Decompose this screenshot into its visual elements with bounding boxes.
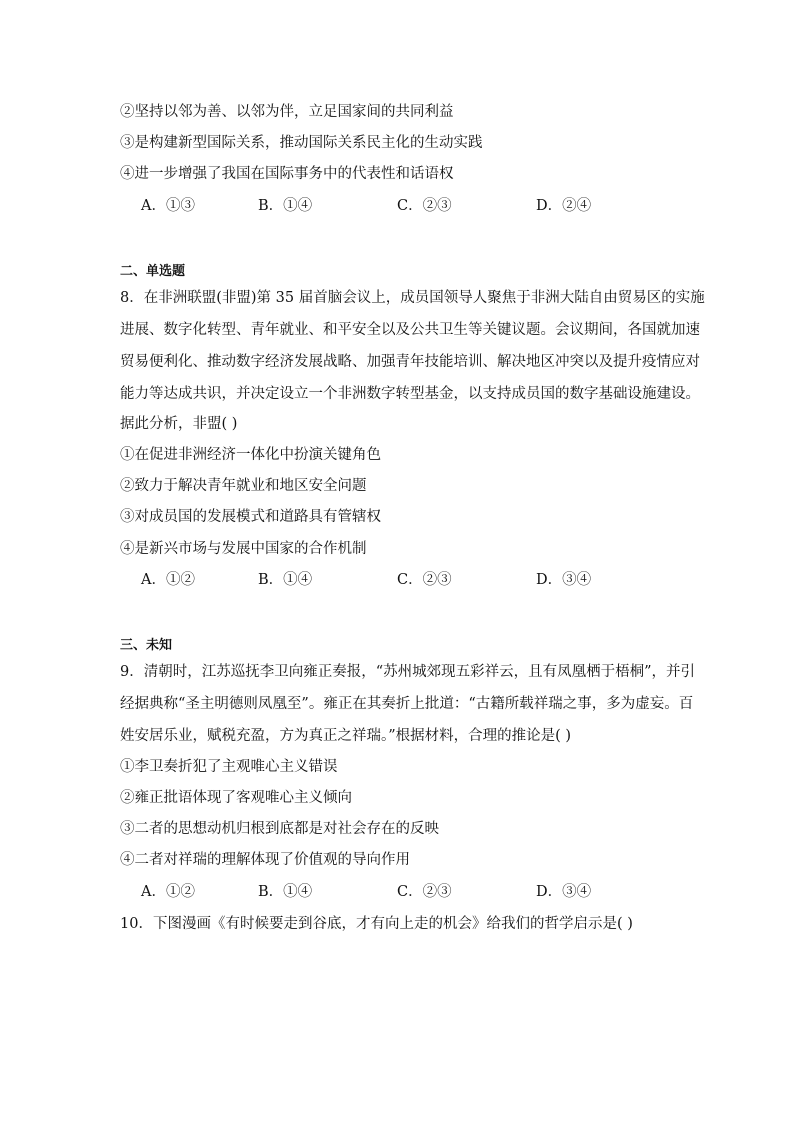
q10-stem: 10．下图漫画《有时候要走到谷底，才有向上走的机会》给我们的哲学启示是( ) [120, 916, 633, 932]
q8-option-d: D．③④ [536, 572, 592, 588]
q9-stem-line-1: 9．清朝时，江苏巡抚李卫向雍正奏报，“苏州城郊现五彩祥云，且有凤凰栖于梧桐”，并引 [120, 664, 696, 680]
q9-statement-1: ①李卫奏折犯了主观唯心主义错误 [120, 759, 338, 775]
q8-statement-3: ③对成员国的发展模式和道路具有管辖权 [120, 509, 381, 525]
q7-option-b: B．①④ [258, 198, 313, 214]
q7-options [0, 196, 794, 216]
q7-option-d: D．②④ [536, 198, 592, 214]
q9-options [0, 882, 794, 902]
q8-stem-line-4: 能力等达成共识，并决定设立一个非洲数字转型基金，以支持成员国的数字基础设施建设。 [120, 386, 700, 402]
q7-statement-4: ④进一步增强了我国在国际事务中的代表性和话语权 [120, 166, 454, 182]
q7-option-c: C．②③ [397, 198, 452, 214]
q7-statement-2: ②坚持以邻为善、以邻为伴，立足国家间的共同利益 [120, 104, 454, 120]
q9-option-d: D．③④ [536, 884, 592, 900]
q7-option-a: A．①③ [141, 198, 195, 214]
q8-stem-line-2: 进展、数字化转型、青年就业、和平安全以及公共卫生等关键议题。会议期间，各国就加速 [120, 322, 700, 338]
q9-statement-3: ③二者的思想动机归根到底都是对社会存在的反映 [120, 821, 439, 837]
q8-stem-line-5: 据此分析，非盟( ) [120, 416, 238, 432]
q9-stem-line-2: 经据典称“圣主明德则凤凰至”。雍正在其奏折上批道：“古籍所载祥瑞之事，多为虚妄。百 [120, 696, 694, 712]
q9-statement-2: ②雍正批语体现了客观唯心主义倾向 [120, 790, 352, 806]
q8-stem-line-3: 贸易便利化、推动数字经济发展战略、加强青年技能培训、解决地区冲突以及提升疫情应对 [120, 354, 700, 370]
q8-option-b: B．①④ [258, 572, 313, 588]
q8-options [0, 570, 794, 590]
q8-option-a: A．①② [141, 572, 195, 588]
q7-statement-3: ③是构建新型国际关系，推动国际关系民主化的生动实践 [120, 135, 483, 151]
q9-stem-line-3: 姓安居乐业，赋税充盈，方为真正之祥瑞。”根据材料，合理的推论是( ) [120, 728, 572, 744]
q9-statement-4: ④二者对祥瑞的理解体现了价值观的导向作用 [120, 852, 410, 868]
section-heading-single-choice: 二、单选题 [120, 264, 186, 279]
section-heading-unknown: 三、未知 [120, 638, 173, 653]
q9-option-b: B．①④ [258, 884, 313, 900]
q8-option-c: C．②③ [397, 572, 452, 588]
q8-statement-2: ②致力于解决青年就业和地区安全问题 [120, 478, 367, 494]
q8-statement-1: ①在促进非洲经济一体化中扮演关键角色 [120, 447, 381, 463]
q9-option-c: C．②③ [397, 884, 452, 900]
q8-stem-line-1: 8．在非洲联盟(非盟)第 35 届首脑会议上，成员国领导人聚焦于非洲大陆自由贸易区的实施 [120, 290, 705, 306]
q9-option-a: A．①② [141, 884, 195, 900]
q8-statement-4: ④是新兴市场与发展中国家的合作机制 [120, 541, 367, 557]
